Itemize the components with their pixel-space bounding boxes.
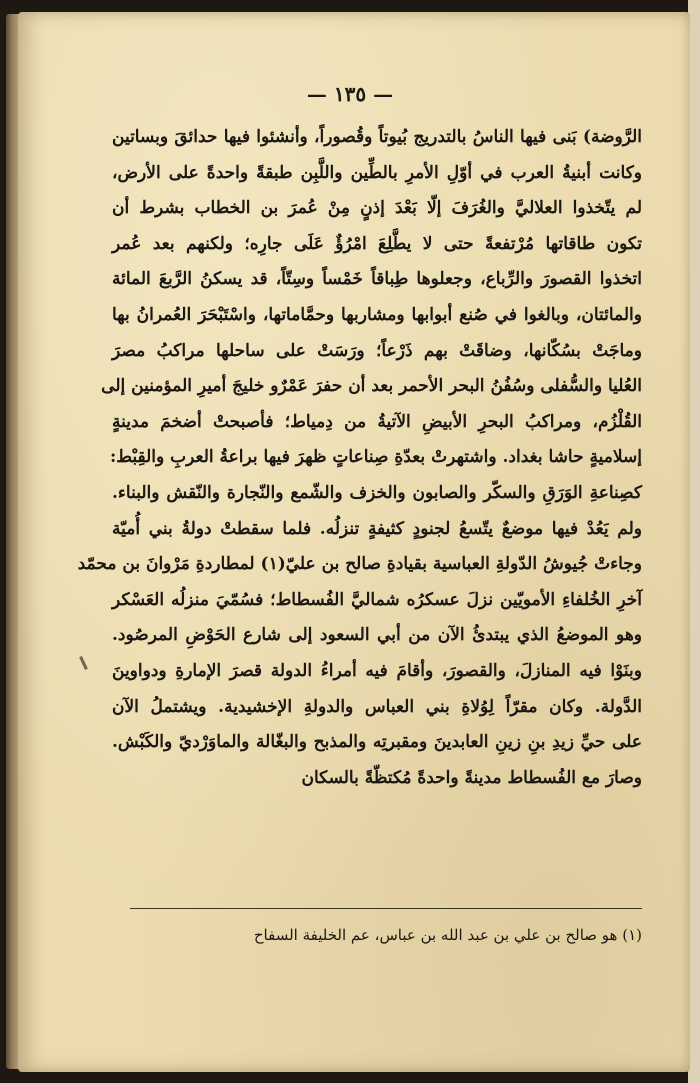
text-line: العُليا والسُّفلى وسُفُنُ البحر الأحمر بعد أن حفرَ عَمْرٌو خليجَ أميرِ المؤمنين إلى xyxy=(101,376,642,397)
footnote-divider xyxy=(130,908,642,909)
text-line: كصِناعةِ الوَرَقِ والسكّر والصابون والخزف والشّمع والنّجارة والنّقش والبناء. xyxy=(112,482,642,503)
text-line: وكانت أبنيةُ العرب في أوّلِ الأمرِ بالطِّين واللَّبِن طبقةً واحدةً على الأرض، xyxy=(112,162,642,183)
text-line: القُلْزُم، ومراكبُ البحرِ الأبيضِ الآتيةُ من دِمياط؛ فأصبحتْ أضخمَ مدينةٍ xyxy=(112,411,642,432)
text-line: وبنَوْا فيه المنازلَ، والقصورَ، وأقامَ فيه أمراءُ الدولة قصرَ الإمارةِ ودواوينَ xyxy=(112,660,642,681)
text-line: وماجَتْ بسُكّانها، وضاقَتْ بهم ذَرْعاً؛ ورَسَتْ على ساحلها مراكبُ مصرَ xyxy=(112,340,642,361)
text-line: وهو الموضعُ الذي يبتدئُ الآن من أبي السعود إلى شارع الحَوْضِ المرصُود. xyxy=(112,625,642,646)
page-number: — ١٣٥ — xyxy=(306,82,394,106)
text-line: الرَّوضة) بَنى فيها الناسُ بالتدريج بُيوتاً وقُصوراً، وأنشئوا فيها حدائقَ وبساتين xyxy=(112,127,642,147)
text-line: على حيِّ زيدِ بنِ زينِ العابدينَ ومقبرتِه والمذبح والبغّالة والماوَرْديّ والكَبْش. xyxy=(112,732,642,753)
text-line: وجاءتْ جُيوشُ الدّولةِ العباسية بقيادةِ صالح بن عليّ(١) لمطاردةِ مَرْوانَ بن محمّد xyxy=(77,554,642,575)
text-line: وصارَ مع الفُسطاط مدينةً واحدةً مُكتظّةً بالسكان xyxy=(301,767,642,788)
text-line: تكون طاقاتها مُرْتفعةً حتى لا يطَّلِعَ امْرُؤٌ عَلَى جارِه؛ ولكنهم بعد عُمر xyxy=(112,233,642,254)
footnote: (١) هو صالح بن علي بن عبد الله بن عباس، عم الخليفة السفاح xyxy=(253,926,642,944)
text-line: إسلاميةٍ حاشا بغداد. واشتهرتْ بعدّةِ صِناعاتٍ ظهرَ فيها براعةُ العربِ والقِبْط: xyxy=(109,447,642,468)
text-line: لم يتّخذوا العلاليَّ والغُرَفَ إلّا بَعْدَ إذنٍ مِنْ عُمرَ بن الخطاب بشرط أن xyxy=(112,198,642,219)
text-line: ولم يَعُدْ فيها موضعٌ يتّسعُ لجنودٍ كثيفةٍ تنزلُه. فلما سقطتْ دولةُ بني أُميّة xyxy=(112,518,642,539)
text-line: اتخذوا القصورَ والرِّباع، وجعلوها طِباقاً خَمْساً وسِتّاً، قد يسكنُ الرَّبعَ المائة xyxy=(112,269,642,290)
text-line: آخرِ الخُلفاءِ الأمويّين نزلَ عسكرُه شماليَّ الفُسطاط؛ فسُمّيَ منزلُه العَسْكر xyxy=(112,589,642,610)
body-text xyxy=(77,120,642,796)
text-line: والمائتان، وبالغوا في صُنع أبوابها ومشاربها وحمَّاماتها، واسْتَبْحَرَ العُمرانُ بها xyxy=(112,304,642,325)
text-line: الدَّولة. وكان مقرّاً لِوُلاةِ بني العباس والدولةِ الإخشيدية. ويشتملُ الآن xyxy=(112,696,642,717)
